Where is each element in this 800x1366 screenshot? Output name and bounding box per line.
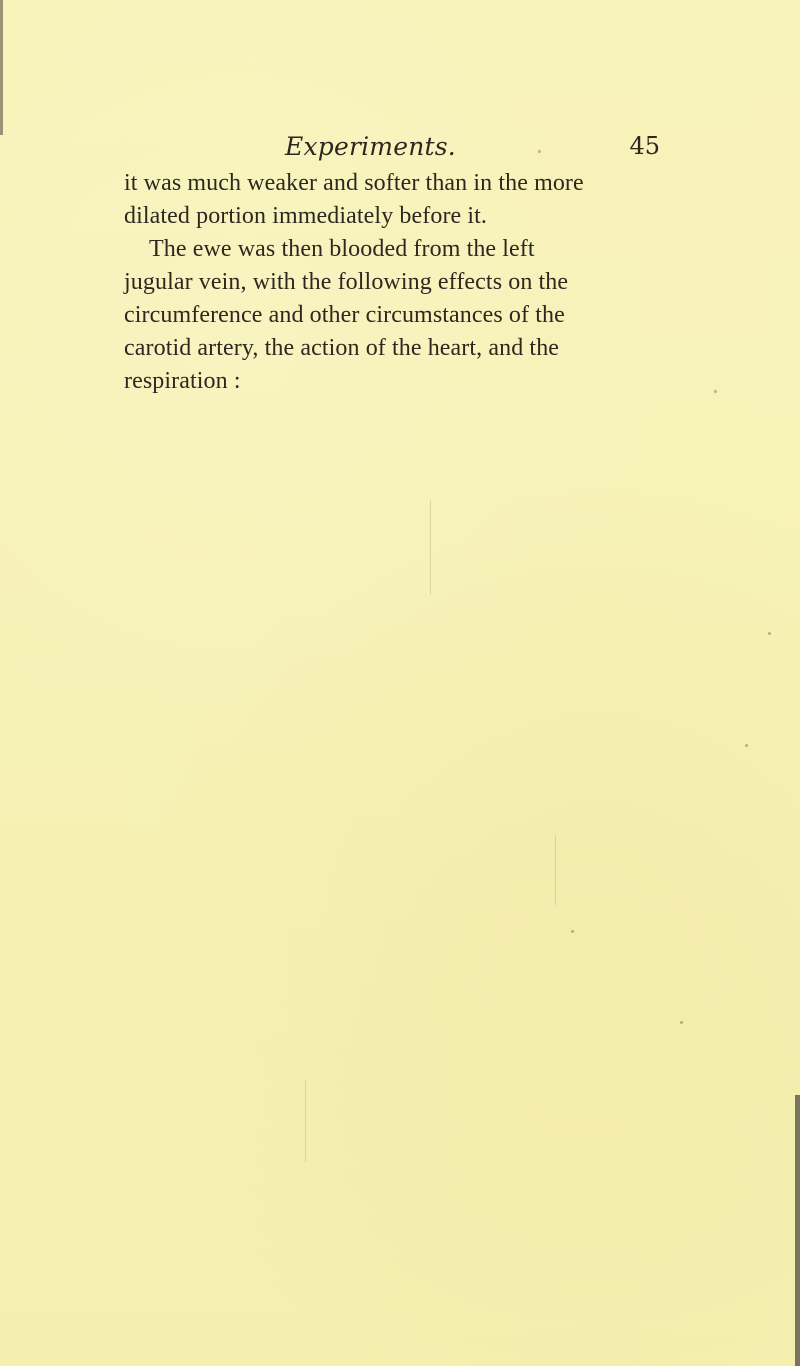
left-page-edge-shadow xyxy=(0,0,3,135)
right-page-edge-shadow xyxy=(795,1095,800,1366)
text-line: dilated portion immediately before it. xyxy=(124,203,488,229)
paper-speck xyxy=(538,150,541,153)
paper-speck xyxy=(571,930,574,933)
paper-speck xyxy=(768,632,771,635)
text-line: The ewe was then blooded from the left xyxy=(149,236,535,262)
paper-speck xyxy=(745,744,748,747)
page-number: 45 xyxy=(629,132,660,160)
text-line: respiration : xyxy=(124,368,241,394)
paper-speck xyxy=(680,1021,683,1024)
text-line: it was much weaker and softer than in the more xyxy=(124,170,584,196)
text-line: circumference and other circumstances of the xyxy=(124,302,565,328)
running-title: Experiments. xyxy=(285,132,456,161)
text-line: carotid artery, the action of the heart, and the xyxy=(124,335,560,361)
paper-streak xyxy=(430,500,431,595)
body-text xyxy=(124,167,634,398)
paper-streak xyxy=(555,835,556,905)
paper-speck xyxy=(714,390,717,393)
paragraph-1 xyxy=(124,167,634,233)
text-line: jugular vein, with the following effects on the xyxy=(124,269,569,295)
page-header xyxy=(285,132,660,172)
paragraph-2 xyxy=(124,233,634,398)
paper-streak xyxy=(305,1080,306,1162)
